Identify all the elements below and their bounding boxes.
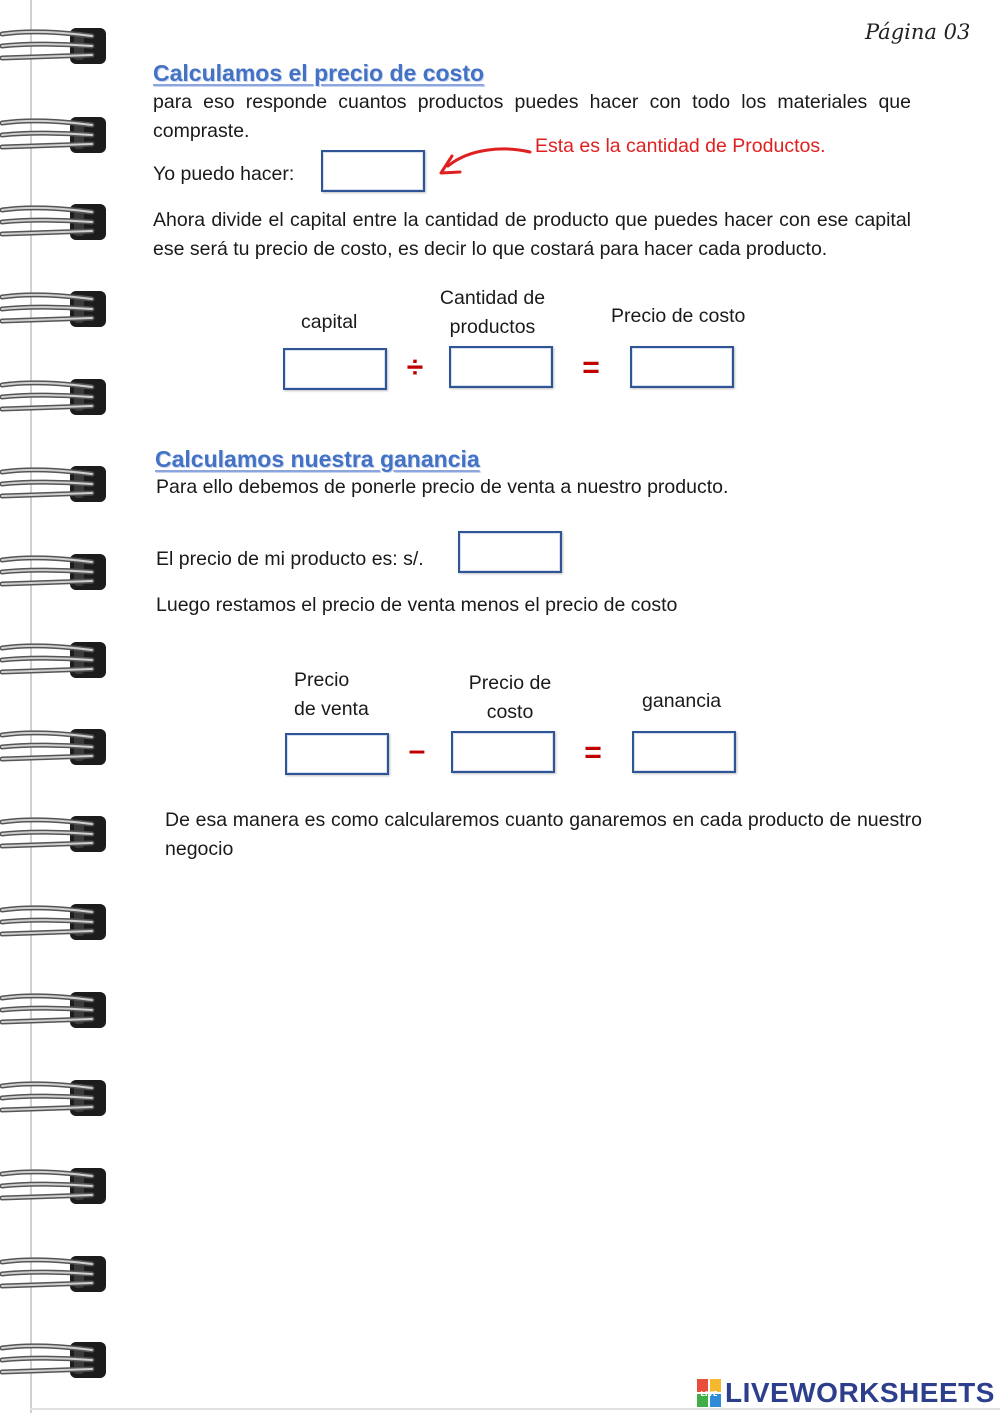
spiral-ring xyxy=(0,1164,110,1208)
quantity-input[interactable] xyxy=(449,346,553,388)
label-cost-price-2 xyxy=(445,669,575,726)
sale-price-input[interactable] xyxy=(285,733,389,775)
product-price-input[interactable] xyxy=(458,531,562,573)
label-sale-price xyxy=(294,666,369,723)
label-cost-line1: Precio de xyxy=(468,672,552,694)
label-cost-price: Precio de costo xyxy=(611,305,746,327)
spiral-ring xyxy=(0,725,110,769)
quantity-products-input[interactable] xyxy=(321,150,425,192)
profit-input[interactable] xyxy=(632,731,736,773)
spiral-ring xyxy=(0,638,110,682)
spiral-ring xyxy=(0,375,110,419)
label-quantity-line1: Cantidad de xyxy=(439,287,546,309)
equals-operator: = xyxy=(582,351,600,384)
spiral-ring xyxy=(0,988,110,1032)
spiral-ring xyxy=(0,1076,110,1120)
minus-operator: – xyxy=(408,734,426,767)
can-make-label: Yo puedo hacer: xyxy=(153,163,295,185)
logo-icon-letters: LIVE xyxy=(700,1390,718,1398)
section-heading-cost-price: Calculamos el precio de costo xyxy=(153,60,485,86)
spiral-ring xyxy=(0,1252,110,1296)
logo-text: LIVEWORKSHEETS xyxy=(725,1377,995,1408)
spiral-ring xyxy=(0,1338,110,1382)
label-quantity-line2: productos xyxy=(449,315,536,338)
spiral-ring xyxy=(0,812,110,856)
spiral-ring xyxy=(0,200,110,244)
page-number: Página 03 xyxy=(865,20,971,44)
spiral-ring xyxy=(0,24,110,68)
arrow-icon xyxy=(430,140,535,185)
spiral-ring xyxy=(0,550,110,594)
section-heading-profit: Calculamos nuestra ganancia xyxy=(155,446,480,472)
label-sale-line1: Precio xyxy=(294,669,350,691)
spiral-ring xyxy=(0,287,110,331)
live-blocks-icon xyxy=(697,1379,721,1407)
liveworksheets-logo xyxy=(697,1376,995,1410)
product-price-label: El precio de mi producto es: s/. xyxy=(156,548,424,570)
equals-operator-2: = xyxy=(584,736,602,769)
division-instruction: Ahora divide el capital entre la cantidad de producto que puedes hacer con ese capital ese será tu precio de costo, es decir lo que costará para hacer cada producto. xyxy=(153,209,911,260)
quantity-annotation: Esta es la cantidad de Productos. xyxy=(535,135,826,157)
label-quantity xyxy=(425,284,560,341)
cost-price-input[interactable] xyxy=(630,346,734,388)
spiral-ring xyxy=(0,462,110,506)
label-capital: capital xyxy=(301,311,358,333)
sale-price-intro: Para ello debemos de ponerle precio de venta a nuestro producto. xyxy=(156,476,729,498)
label-sale-line2: de venta xyxy=(294,697,369,720)
label-cost-line2: costo xyxy=(486,700,534,723)
conclusion-paragraph: De esa manera es como calcularemos cuanto ganaremos en cada producto de nuestro negocio xyxy=(165,809,922,860)
divide-operator: ÷ xyxy=(406,351,424,384)
capital-input[interactable] xyxy=(283,348,387,390)
spiral-ring xyxy=(0,900,110,944)
label-profit: ganancia xyxy=(642,690,722,712)
intro-paragraph: para eso responde cuantos productos puedes hacer con todo los materiales que compraste. xyxy=(153,91,911,142)
cost-price-input-2[interactable] xyxy=(451,731,555,773)
subtract-instruction: Luego restamos el precio de venta menos el precio de costo xyxy=(156,594,678,616)
spiral-ring xyxy=(0,113,110,157)
